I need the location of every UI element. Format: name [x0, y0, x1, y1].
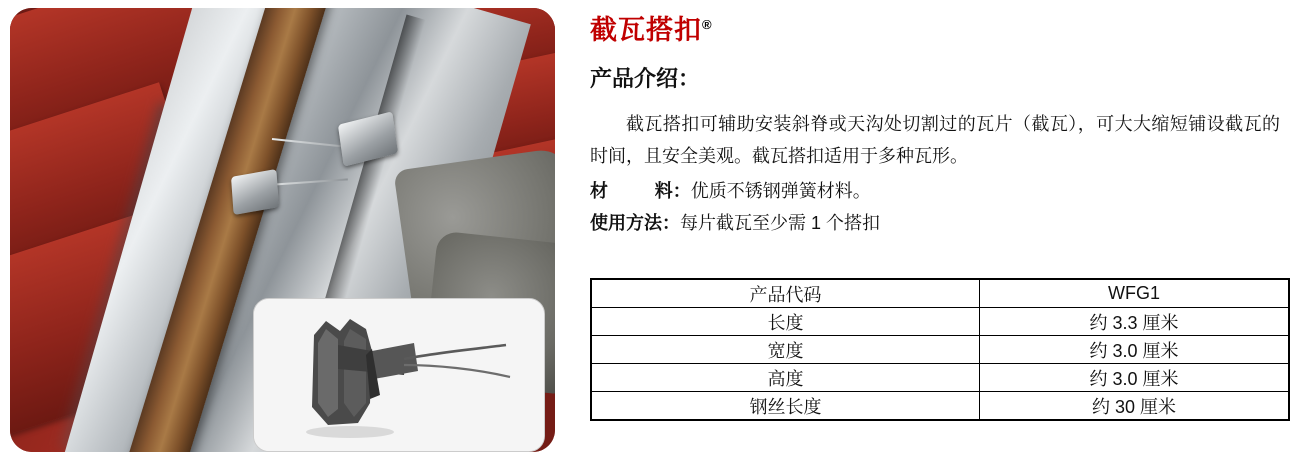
- table-row: [591, 308, 1289, 336]
- product-photo-panel: [10, 8, 555, 452]
- field-usage-label-colon: ：: [662, 213, 680, 233]
- table-row: [591, 364, 1289, 392]
- page-title: [590, 8, 713, 47]
- field-material-value: 优质不锈钢弹簧材料。: [690, 181, 871, 201]
- spec-value: 约 3.0 厘米: [980, 364, 1289, 392]
- spec-name: 高度: [591, 364, 980, 392]
- field-material-label-colon: ：: [672, 181, 691, 201]
- installed-clip-2: [231, 169, 279, 215]
- spec-value: 约 30 厘米: [980, 392, 1289, 421]
- specification-table: [590, 278, 1290, 421]
- spec-value: WFG1: [980, 279, 1289, 308]
- spec-name: 宽度: [591, 336, 980, 364]
- field-material-label: [590, 181, 691, 201]
- field-material: [590, 176, 871, 206]
- spec-value: 约 3.3 厘米: [980, 308, 1289, 336]
- table-row: [591, 279, 1289, 308]
- spec-name: 钢丝长度: [591, 392, 980, 421]
- section-heading-intro: 产品介绍：: [590, 66, 701, 91]
- field-usage-label-start: 使用方法: [590, 213, 662, 233]
- spec-name: 长度: [591, 308, 980, 336]
- spec-value: 约 3.0 厘米: [980, 336, 1289, 364]
- field-material-label-start: 材: [590, 181, 608, 201]
- specification-table-body: [591, 279, 1289, 420]
- field-usage: [590, 208, 880, 238]
- clip-product-illustration: [254, 299, 544, 451]
- field-material-label-end: 料: [654, 181, 673, 201]
- spec-name: 产品代码: [591, 279, 980, 308]
- field-usage-value: 每片截瓦至少需 1 个搭扣: [680, 213, 881, 233]
- table-row: [591, 392, 1289, 421]
- page-title-text: 截瓦搭扣: [590, 15, 702, 45]
- table-row: [591, 336, 1289, 364]
- registered-trademark-mark: ®: [702, 17, 713, 32]
- product-description: 截瓦搭扣可辅助安装斜脊或天沟处切割过的瓦片（截瓦），可大大缩短铺设截瓦的时间，且安全美观。截瓦搭扣适用于多种瓦形。: [590, 114, 1280, 166]
- field-usage-label: [590, 213, 680, 233]
- product-info: [590, 0, 1290, 460]
- product-inset-photo: [253, 298, 545, 452]
